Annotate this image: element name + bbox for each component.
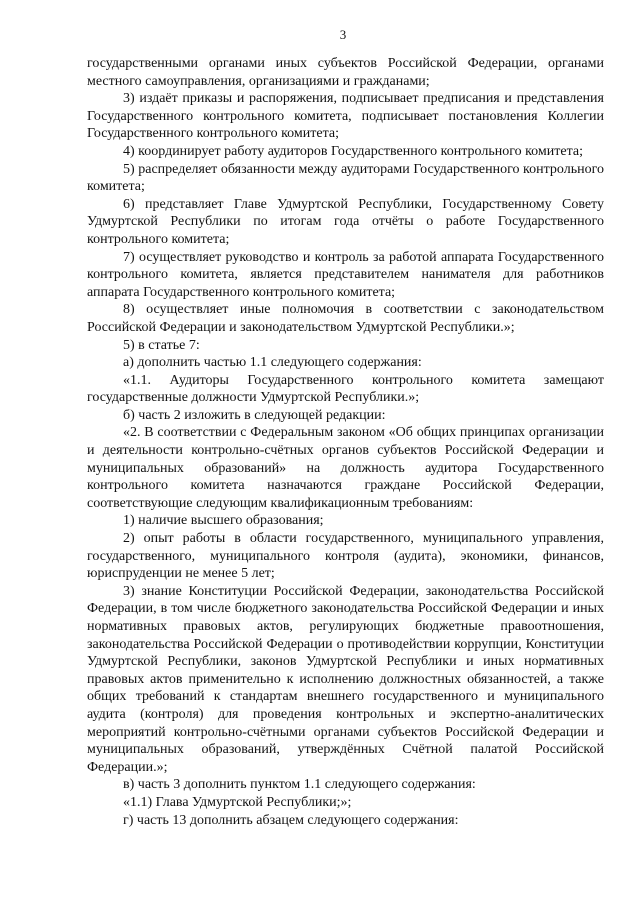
document-body — [87, 55, 604, 829]
paragraph-req-3-knowledge: 3) знание Конституции Российской Федерации, законодательства Российской Федерации, в том числе бюджетного законодательства Российской Федерации и иных нормативных правовых актов, регулирующих бюджетные правоотношения, законодательства Российской Федерации о противодействии коррупции, Конституции Удмуртской Республики, законов Удмуртской Республики и иных нормативных правовых актов применительно к исполнению должностных обязанностей, а также общих требований к стандартам внешнего государственного и муниципального аудита (контроля) для проведения контрольных и экспертно-аналитических мероприятий контрольно-счётными органами субъектов Российской Федерации и муниципальных образований, утверждённых Счётной палатой Российской Федерации.»; — [87, 583, 604, 775]
paragraph-continuation: государственными органами иных субъектов Российской Федерации, органами местного самоуправления, организациями и гражданами; — [87, 56, 604, 89]
paragraph-article-7: 5) в статье 7: — [123, 337, 200, 353]
page-number: 3 — [339, 27, 347, 42]
paragraph-req-2-experience: 2) опыт работы в области государственного, муниципального управления, государственного, муниципального контроля (аудита), экономики, финансов, юриспруденции не менее 5 лет; — [87, 531, 604, 582]
paragraph-part-2-federal-law: «2. В соответствии с Федеральным законом «Об общих принципах организации и деятельности контрольно-счётных органов субъектов Российской Федерации и муниципальных образований» на должность аудитора Государственного контрольного комитета назначаются граждане Российской Федерации, соответствующие следующим квалификационным требованиям: — [87, 425, 604, 511]
paragraph-1-1-head: «1.1) Глава Удмуртской Республики;»; — [123, 794, 352, 810]
paragraph-item-7-management: 7) осуществляет руководство и контроль за работой аппарата Государственного контрольного комитета, является представителем нанимателя для работников аппарата Государственного контрольного комитета; — [87, 249, 604, 300]
paragraph-item-3-orders: 3) издаёт приказы и распоряжения, подписывает предписания и представления Государственного контрольного комитета, подписывает постановления Коллегии Государственного контрольного комитета; — [87, 91, 604, 142]
paragraph-item-5-distributes: 5) распределяет обязанности между аудиторами Государственного контрольного комитета; — [87, 161, 604, 195]
paragraph-part-1-1-auditors: «1.1. Аудиторы Государственного контрольного комитета замещают государственные должности Удмуртской Республики.»; — [87, 372, 604, 406]
paragraph-v-part-3: в) часть 3 дополнить пунктом 1.1 следующего содержания: — [123, 777, 476, 793]
paragraph-item-6-reports: 6) представляет Главе Удмуртской Республики, Государственному Совету Удмуртской Республики по итогам года отчёты о работе Государственного контрольного комитета; — [87, 196, 604, 247]
paragraph-item-8-other-powers: 8) осуществляет иные полномочия в соответствии с законодательством Российской Федерации и законодательством Удмуртской Республики.»; — [87, 302, 604, 335]
paragraph-item-4-coordinates: 4) координирует работу аудиторов Государственного контрольного комитета; — [123, 143, 583, 159]
paragraph-a-add-part: а) дополнить частью 1.1 следующего содержания: — [123, 355, 422, 371]
paragraph-b-part-2: б) часть 2 изложить в следующей редакции: — [123, 407, 386, 423]
paragraph-req-1-education: 1) наличие высшего образования; — [123, 513, 324, 529]
paragraph-g-part-13: г) часть 13 дополнить абзацем следующего содержания: — [123, 812, 459, 828]
